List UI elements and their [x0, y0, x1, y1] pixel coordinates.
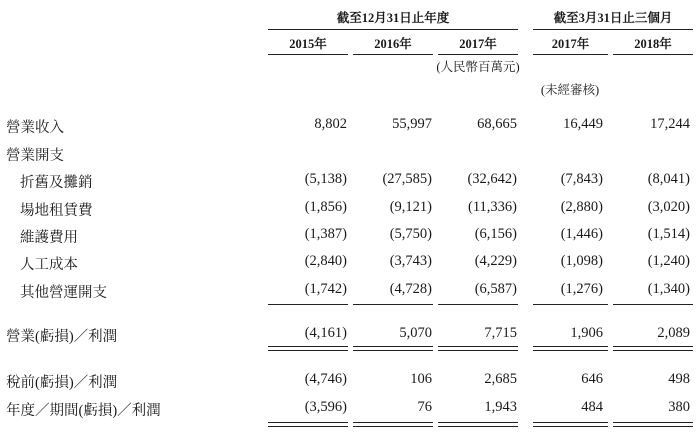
table-cell: (2,880)	[560, 199, 603, 215]
table-cell: (27,585)	[382, 171, 432, 187]
table-cell: (7,843)	[560, 171, 603, 187]
table-cell: (1,742)	[304, 281, 347, 297]
table-cell: (4,161)	[304, 325, 347, 341]
table-cell: 68,665	[477, 116, 517, 132]
table-cell: 498	[668, 371, 690, 387]
year-header-2017: 2017年	[459, 37, 497, 51]
table-cell: (3,743)	[389, 253, 432, 269]
double-rule-bottom	[353, 350, 433, 351]
row-label: 折舊及攤銷	[20, 175, 93, 191]
row-label: 年度／期間(虧損)／利潤	[6, 403, 161, 419]
table-cell: (4,746)	[304, 371, 347, 387]
table-cell: 16,449	[563, 116, 603, 132]
table-cell: (1,340)	[647, 281, 690, 297]
row-label: 其他營運開支	[20, 285, 107, 301]
row-label: 稅前(虧損)／利潤	[6, 375, 118, 391]
table-cell: 380	[668, 399, 690, 415]
table-cell: (4,728)	[389, 281, 432, 297]
table-cell: 1,943	[484, 399, 517, 415]
table-cell: 7,715	[484, 325, 517, 341]
subtotal-rule	[353, 304, 433, 305]
table-cell: (5,750)	[389, 226, 432, 242]
year-rule-2015	[268, 54, 348, 55]
year-rule-2017	[438, 54, 518, 55]
table-cell: (1,514)	[647, 226, 690, 242]
year-header-2015: 2015年	[289, 37, 327, 51]
table-cell: (11,336)	[468, 199, 517, 215]
row-label: 人工成本	[20, 257, 78, 273]
table-cell: (1,446)	[560, 226, 603, 242]
group-rule-annual	[268, 29, 518, 30]
table-cell: (2,840)	[304, 253, 347, 269]
subtotal-rule	[438, 304, 518, 305]
table-cell: (5,138)	[304, 171, 347, 187]
row-label: 場地租賃費	[20, 203, 93, 219]
table-cell: (4,229)	[474, 253, 517, 269]
double-rule-bottom	[268, 350, 348, 351]
group-header-quarterly: 截至3月31日止三個月	[553, 11, 673, 25]
table-cell: (1,387)	[304, 226, 347, 242]
table-cell: (1,098)	[560, 253, 603, 269]
double-rule-bottom	[353, 426, 433, 427]
double-rule-top	[613, 346, 693, 347]
year-rule-2018-q1	[613, 54, 693, 55]
subtotal-rule	[533, 304, 608, 305]
double-rule-top	[533, 422, 608, 423]
table-cell: (32,642)	[467, 171, 517, 187]
table-cell: 646	[581, 371, 603, 387]
table-cell: 55,997	[392, 116, 432, 132]
table-cell: (8,041)	[647, 171, 690, 187]
double-rule-top	[438, 422, 518, 423]
table-cell: 76	[417, 399, 432, 415]
double-rule-top	[438, 346, 518, 347]
row-label: 營業開支	[6, 148, 64, 164]
table-cell: (6,156)	[474, 226, 517, 242]
subtotal-rule	[268, 304, 348, 305]
subtotal-rule	[613, 304, 693, 305]
double-rule-bottom	[613, 426, 693, 427]
row-label: 營業收入	[6, 120, 64, 136]
year-header-2016: 2016年	[374, 37, 412, 51]
table-cell: (3,020)	[647, 199, 690, 215]
year-rule-2016	[353, 54, 433, 55]
double-rule-bottom	[613, 350, 693, 351]
double-rule-top	[268, 422, 348, 423]
year-rule-2017-q1	[533, 54, 608, 55]
double-rule-bottom	[268, 426, 348, 427]
table-cell: 5,070	[399, 325, 432, 341]
table-cell: (1,240)	[647, 253, 690, 269]
table-cell: 8,802	[314, 116, 347, 132]
table-cell: (1,276)	[560, 281, 603, 297]
double-rule-top	[533, 346, 608, 347]
year-header-2017-q1: 2017年	[551, 37, 590, 51]
unit-note: (人民幣百萬元)	[436, 60, 520, 74]
double-rule-top	[353, 346, 433, 347]
table-cell: 1,906	[570, 325, 603, 341]
year-header-2018-q1: 2018年	[634, 37, 672, 51]
group-header-annual: 截至12月31日止年度	[336, 11, 450, 25]
double-rule-bottom	[533, 426, 608, 427]
table-cell: (9,121)	[389, 199, 432, 215]
unaudited-note: (未經審核)	[540, 83, 600, 97]
table-cell: (1,856)	[304, 199, 347, 215]
double-rule-top	[268, 346, 348, 347]
double-rule-bottom	[438, 350, 518, 351]
table-cell: (6,587)	[474, 281, 517, 297]
double-rule-top	[613, 422, 693, 423]
double-rule-bottom	[533, 350, 608, 351]
table-cell: 17,244	[650, 116, 690, 132]
table-cell: 106	[410, 371, 432, 387]
row-label: 維護費用	[20, 230, 78, 246]
group-rule-quarterly	[533, 29, 693, 30]
row-label: 營業(虧損)／利潤	[6, 329, 118, 345]
double-rule-bottom	[438, 426, 518, 427]
table-cell: (3,596)	[304, 399, 347, 415]
double-rule-top	[353, 422, 433, 423]
table-cell: 484	[581, 399, 603, 415]
table-cell: 2,089	[657, 325, 690, 341]
table-cell: 2,685	[484, 371, 517, 387]
